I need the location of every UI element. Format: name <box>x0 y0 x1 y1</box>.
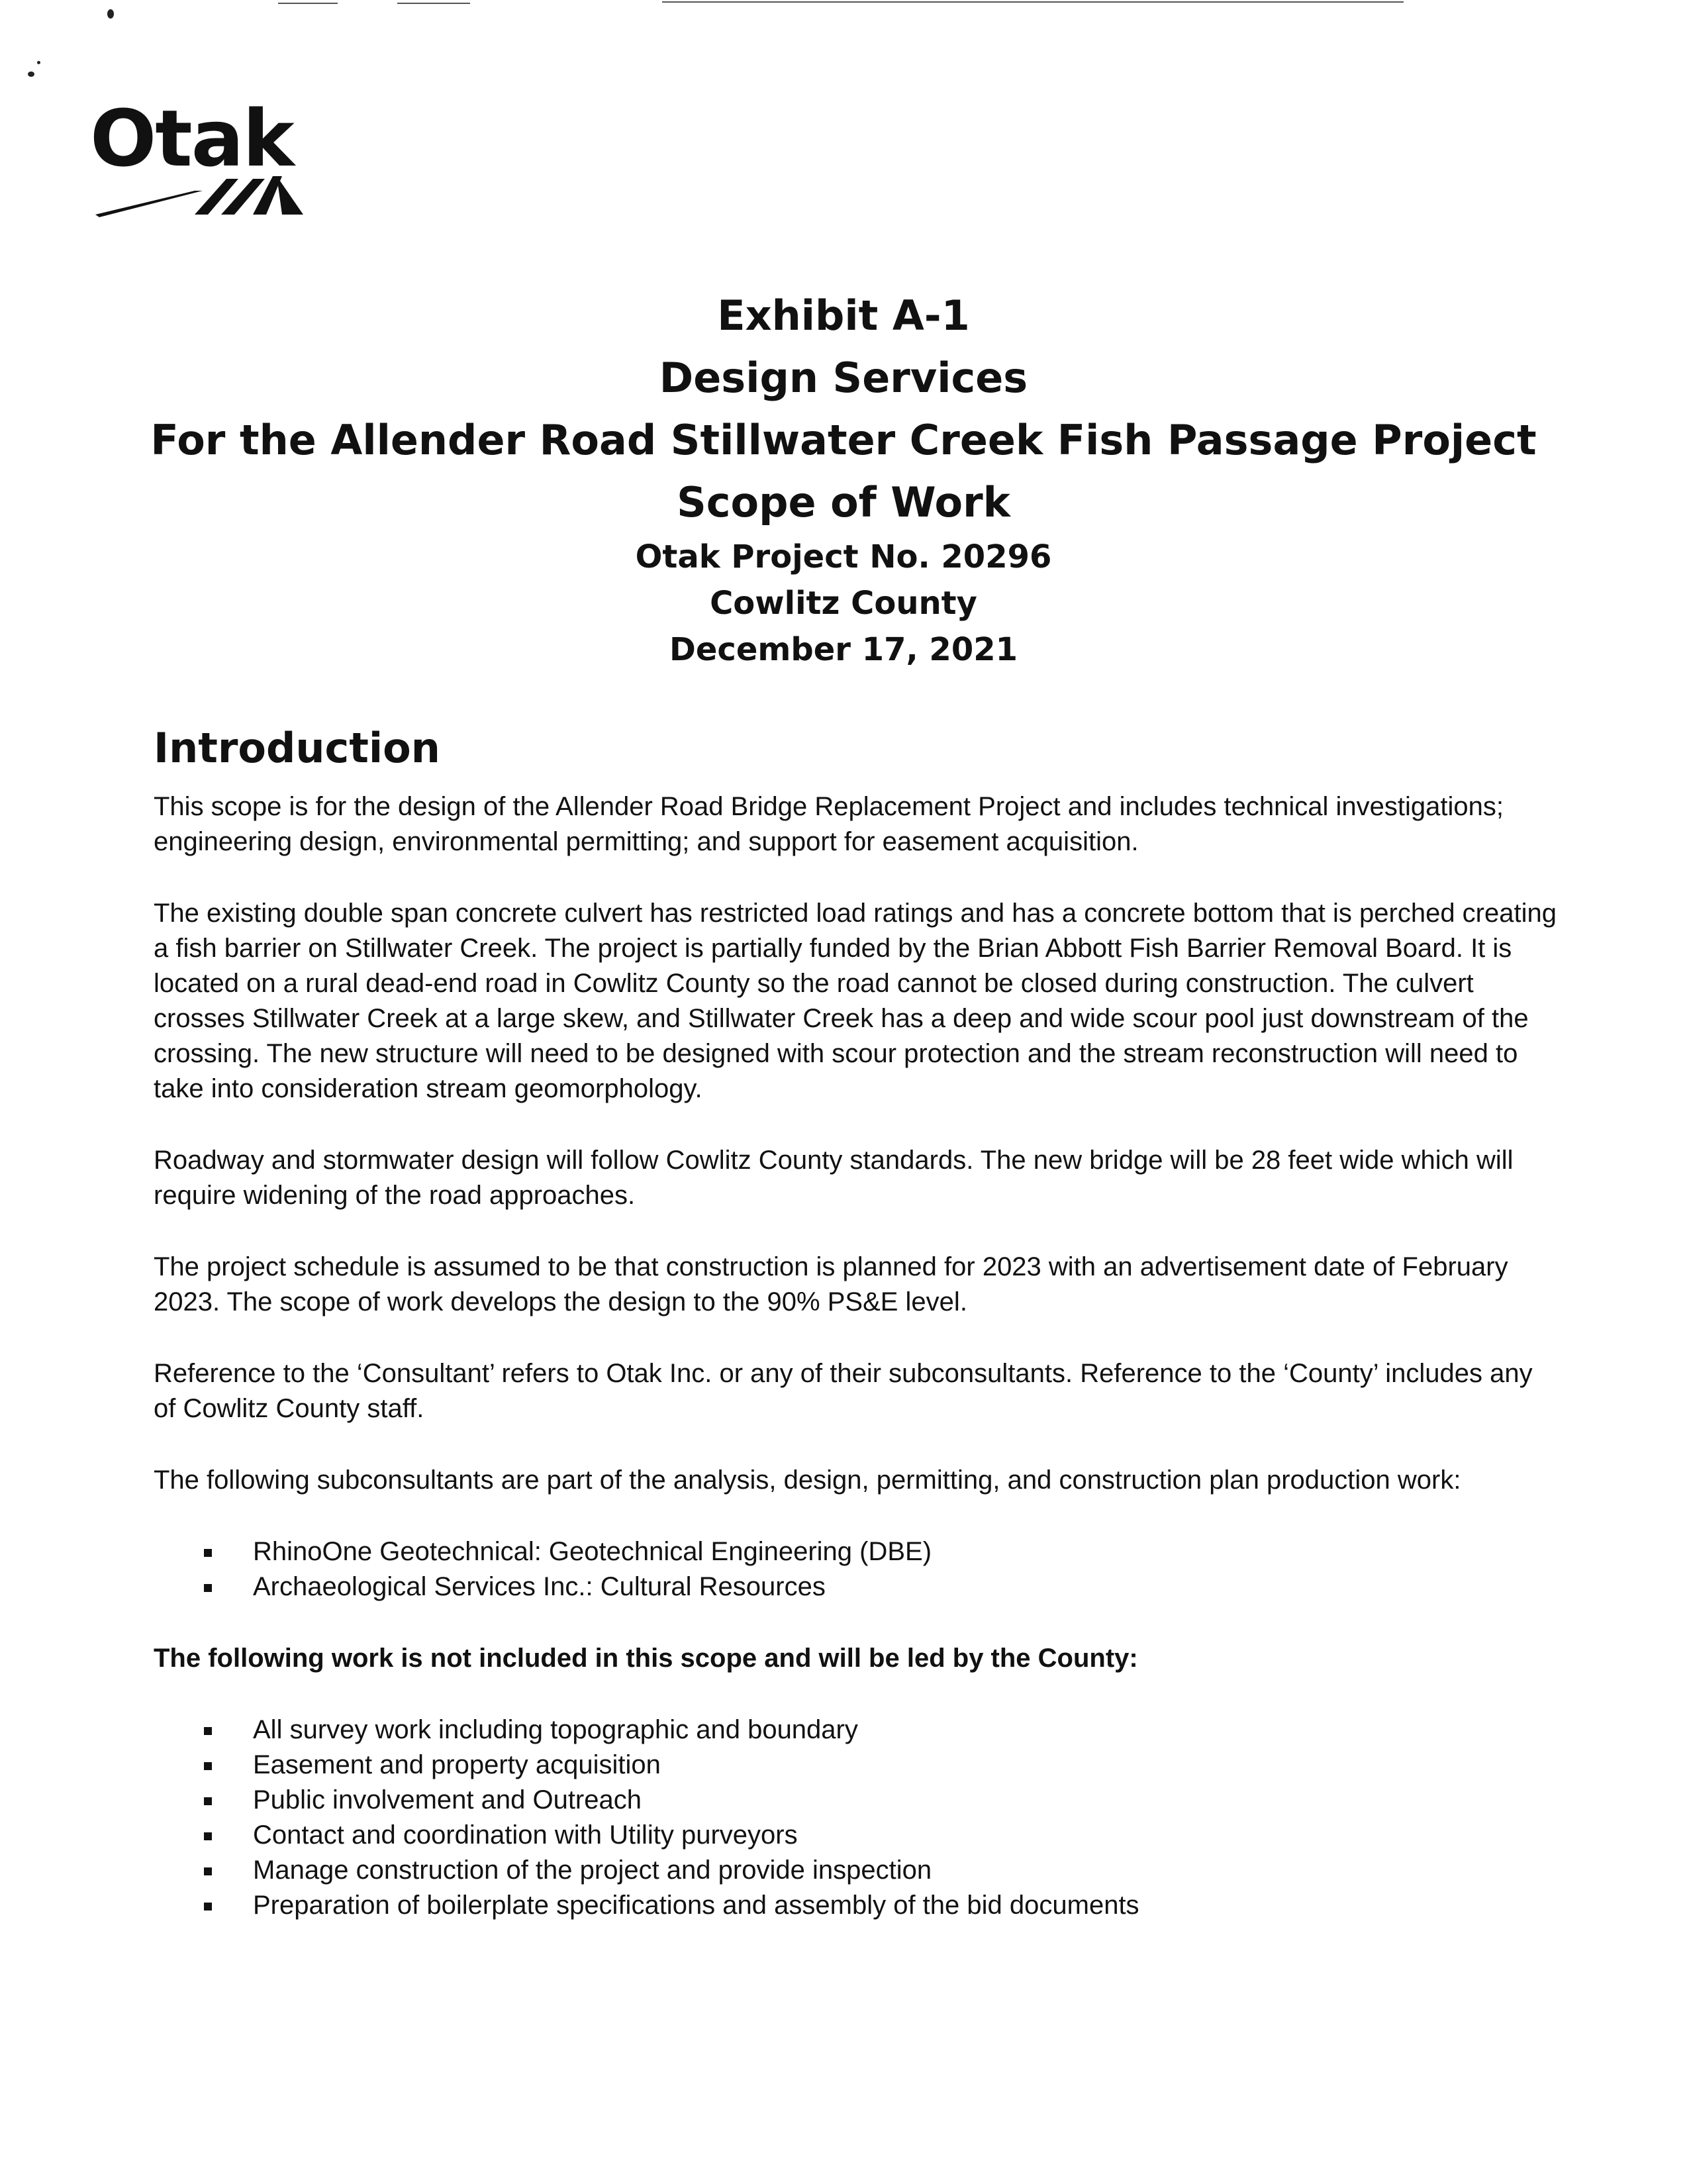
list-item-text: RhinoOne Geotechnical: Geotechnical Engineering (DBE) <box>253 1537 932 1566</box>
exhibit-title: Exhibit A-1 <box>717 291 970 340</box>
scan-speck <box>37 61 40 64</box>
logo-wordmark: Otak <box>90 93 293 184</box>
bullet-icon <box>204 1549 212 1557</box>
scan-artifact-line <box>662 1 1404 3</box>
subconsultant-list <box>154 1534 1557 1605</box>
list-item-text: Preparation of boilerplate specifications and assembly of the bid documents <box>253 1891 1139 1920</box>
bullet-icon <box>204 1797 212 1805</box>
list-item-text: Archaeological Services Inc.: Cultural Resources <box>253 1572 826 1601</box>
list-item-text: Easement and property acquisition <box>253 1750 661 1779</box>
scope-title: Scope of Work <box>677 478 1010 526</box>
list-item <box>154 1818 1557 1853</box>
paragraph: The following subconsultants are part of the analysis, design, permitting, and construction plan production work: <box>154 1465 1461 1495</box>
otak-logo <box>90 93 309 219</box>
scan-speck <box>107 9 114 19</box>
otak-stripes-logo-icon <box>95 176 307 217</box>
list-item <box>154 1748 1557 1783</box>
scan-artifact-line <box>278 3 338 4</box>
paragraph: The following work is not included in this scope and will be led by the County: <box>154 1644 1138 1673</box>
document-date: December 17, 2021 <box>669 631 1018 668</box>
paragraph: Roadway and stormwater design will follow Cowlitz County standards. The new bridge will be 28 feet wide which will require widening of the road approaches. <box>154 1146 1514 1210</box>
paragraph: The project schedule is assumed to be that construction is planned for 2023 with an advertisement date of February 2023. The scope of work develops the design to the 90% PS&E level. <box>154 1252 1508 1316</box>
project-title: For the Allender Road Stillwater Creek Fish Passage Project <box>150 416 1537 464</box>
excluded-work-list <box>154 1712 1557 1923</box>
scan-artifact-line <box>397 3 470 4</box>
bullet-icon <box>204 1762 212 1770</box>
list-item <box>154 1712 1557 1748</box>
list-item <box>154 1853 1557 1888</box>
list-item <box>154 1888 1557 1923</box>
bullet-icon <box>204 1832 212 1840</box>
list-item-text: Contact and coordination with Utility purveyors <box>253 1820 798 1850</box>
list-item-text: All survey work including topographic and boundary <box>253 1715 858 1744</box>
paragraph: This scope is for the design of the Allender Road Bridge Replacement Project and includes technical investigations; engineering design, environmental permitting; and support for easement acquisition. <box>154 792 1504 856</box>
services-title: Design Services <box>659 354 1028 402</box>
list-item <box>154 1534 1557 1569</box>
list-item <box>154 1783 1557 1818</box>
bullet-icon <box>204 1867 212 1875</box>
scan-speck <box>28 72 34 77</box>
document-title-block <box>0 285 1687 673</box>
paragraph: Reference to the ‘Consultant’ refers to Otak Inc. or any of their subconsultants. Reference to the ‘County’ includes any of Cowlitz County staff. <box>154 1359 1533 1423</box>
bullet-icon <box>204 1903 212 1911</box>
list-item-text: Public involvement and Outreach <box>253 1785 642 1814</box>
section-heading: Introduction <box>154 724 440 772</box>
county-name: Cowlitz County <box>710 585 977 622</box>
paragraph: The existing double span concrete culvert has restricted load ratings and has a concrete bottom that is perched creating a fish barrier on Stillwater Creek. The project is partially funded by the Brian Abbott Fish Barrier Removal Board. It is located on a rural dead-end road in Cowlitz County so the road cannot be closed during construction. The culvert crosses Stillwater Creek at a large skew, and Stillwater Creek has a deep and wide scour pool just downstream of the crossing. The new structure will need to be designed with scour protection and the stream reconstruction will need to take into consideration stream geomorphology. <box>154 899 1557 1103</box>
introduction-section <box>154 722 1557 1960</box>
list-item <box>154 1569 1557 1605</box>
bullet-icon <box>204 1727 212 1735</box>
list-item-text: Manage construction of the project and provide inspection <box>253 1856 932 1885</box>
bullet-icon <box>204 1584 212 1592</box>
project-number: Otak Project No. 20296 <box>635 538 1052 575</box>
